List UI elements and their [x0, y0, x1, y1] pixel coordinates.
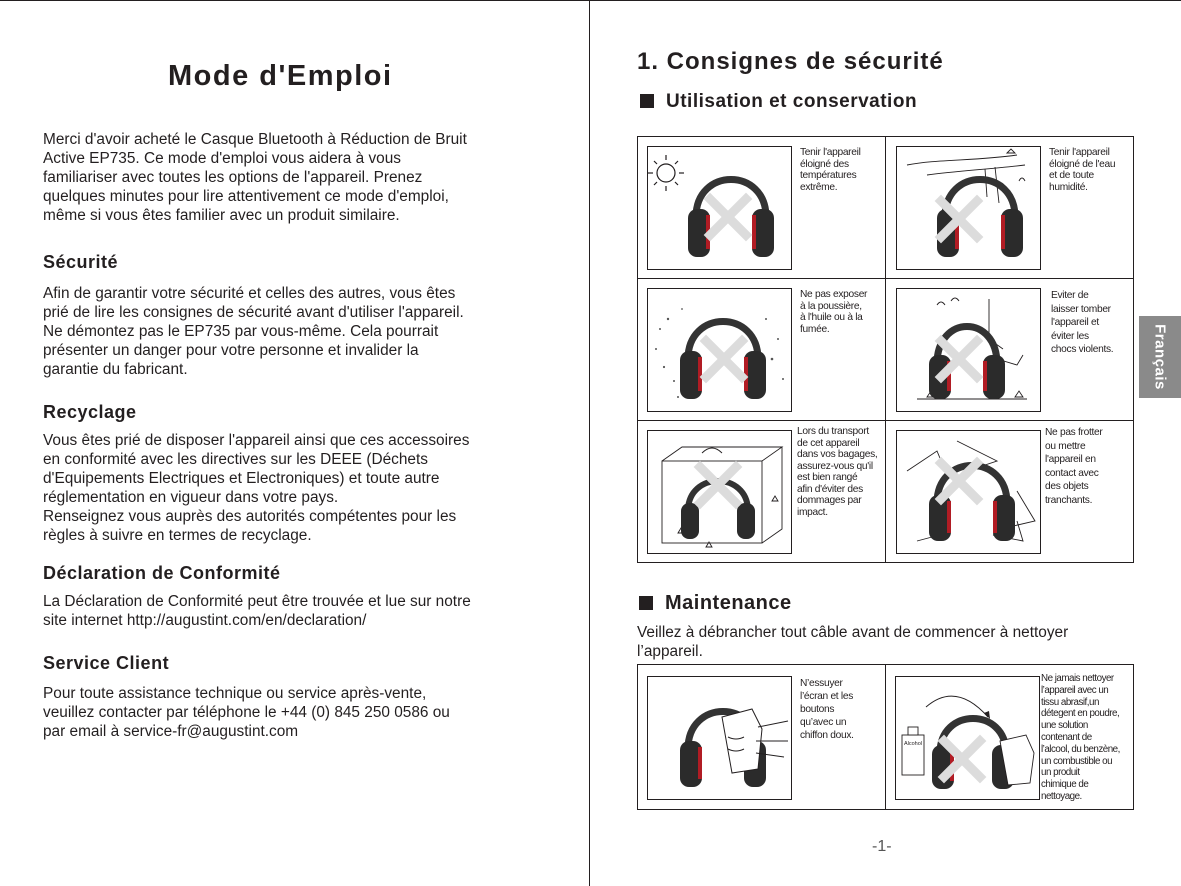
language-tab	[1139, 316, 1181, 398]
maintenance-heading	[639, 592, 792, 615]
caption: Tenir l'appareil éloigné de l'eau et de toute humidité.	[1049, 147, 1116, 193]
maintenance-text: Veillez à débrancher tout câble avant de commencer à nettoyer l’appareil.	[637, 624, 1069, 660]
caption: Ne pas frotter ou mettre l'appareil en contact avec des objets tranchants.	[1045, 427, 1103, 506]
illustration	[647, 288, 792, 412]
section-heading-conformite: Déclaration de Conformité	[43, 563, 281, 583]
bottle-label: Alcohol	[903, 741, 923, 747]
caption: Lors du transport de cet appareil dans vos bagages, assurez-vous qu'il est bien rangé afin d'éviter des dommages par impact.	[797, 426, 878, 518]
arrow-icon	[926, 696, 988, 717]
headphones-icon	[937, 180, 1023, 258]
usage-heading-label: Utilisation et conservation	[666, 91, 918, 112]
maintenance-cell	[886, 665, 1134, 810]
soft-cloth-icon	[722, 709, 788, 773]
page-title: Mode d'Emploi	[168, 60, 393, 92]
illustration	[895, 676, 1040, 800]
prohibited-cross-icon	[710, 199, 746, 235]
usage-cell	[638, 137, 886, 279]
illustration	[896, 288, 1041, 412]
sun-icon	[648, 155, 684, 191]
square-bullet-icon	[640, 94, 654, 108]
intro-paragraph: Merci d'avoir acheté le Casque Bluetooth à Réduction de Bruit Active EP735. Ce mode d'emploi vous aidera à vous familiariser avec toutes les options de l'appareil. Prenez quelques minutes pour lire attentivement ce mode d'emploi, même si vous êtes familier avec un produit similaire.	[43, 131, 467, 224]
illustration	[896, 430, 1041, 554]
top-border	[0, 0, 1181, 1]
prohibited-cross-icon	[706, 341, 742, 377]
usage-cell	[638, 421, 886, 563]
section-body-securite: Afin de garantir votre sécurité et celles des autres, vous êtes prié de lire les consignes de sécurité avant d'utiliser l'appareil. Ne démontez pas le EP735 par vous-même. Cela pourrait présenter un danger pour votre personne et invalider la garantie du fabricant.	[43, 285, 464, 378]
usage-heading	[640, 91, 917, 113]
section-heading-recyclage: Recyclage	[43, 402, 137, 422]
illustration	[647, 146, 792, 270]
suitcase-icon	[662, 447, 782, 547]
language-tab-label: Français	[1151, 324, 1169, 390]
section-body-conformite: La Déclaration de Conformité peut être trouvée et lue sur notre site internet http://augustint.com/en/declaration/	[43, 593, 471, 629]
caption: N’essuyer l’écran et les boutons qu’avec un chiffon doux.	[800, 678, 854, 741]
usage-cell	[638, 279, 886, 421]
usage-cell	[886, 421, 1134, 563]
caption: Tenir l'appareil éloigné des températures extrême.	[800, 147, 861, 193]
caption: Ne jamais nettoyer l’appareil avec un tissu abrasif,un détegent en poudre, une solution contenant de l’alcool, du benzène, un combustible ou un produit chimique de nettoyage.	[1041, 673, 1120, 802]
safety-title: 1. Consignes de sécurité	[637, 48, 944, 75]
caption: Ne pas exposer à la poussière, à l'huile ou à la fumée.	[800, 289, 868, 335]
usage-grid	[637, 136, 1134, 563]
illustration	[647, 676, 792, 800]
illustration	[647, 430, 792, 554]
maintenance-grid	[637, 664, 1134, 810]
usage-cell	[886, 279, 1134, 421]
illustration	[896, 146, 1041, 270]
section-body-service-client: Pour toute assistance technique ou service après-vente, veuillez contacter par téléphone le +44 (0) 845 250 0586 ou par email à service-fr@augustint.com	[43, 685, 450, 740]
usage-cell	[886, 137, 1134, 279]
section-body-recyclage: Vous êtes prié de disposer l'appareil ainsi que ces accessoires en conformité avec les directives sur les DEEE (Déchets d'Equipements Electriques et Electroniques) et toute autre réglementation en vigueur dans votre pays. Renseignez vous auprès des autorités compétentes pour les règles à suivre en termes de recyclage.	[43, 432, 470, 544]
page-divider	[589, 0, 590, 886]
caption: Eviter de laisser tomber l'appareil et éviter les chocs violents.	[1051, 290, 1114, 355]
section-heading-securite: Sécurité	[43, 252, 119, 272]
square-bullet-icon	[639, 596, 653, 610]
maintenance-cell	[638, 665, 886, 810]
page-number: -1-	[872, 838, 892, 855]
maintenance-heading-label: Maintenance	[665, 592, 792, 614]
alcohol-bottle-icon	[902, 727, 924, 775]
section-heading-service-client: Service Client	[43, 653, 170, 673]
